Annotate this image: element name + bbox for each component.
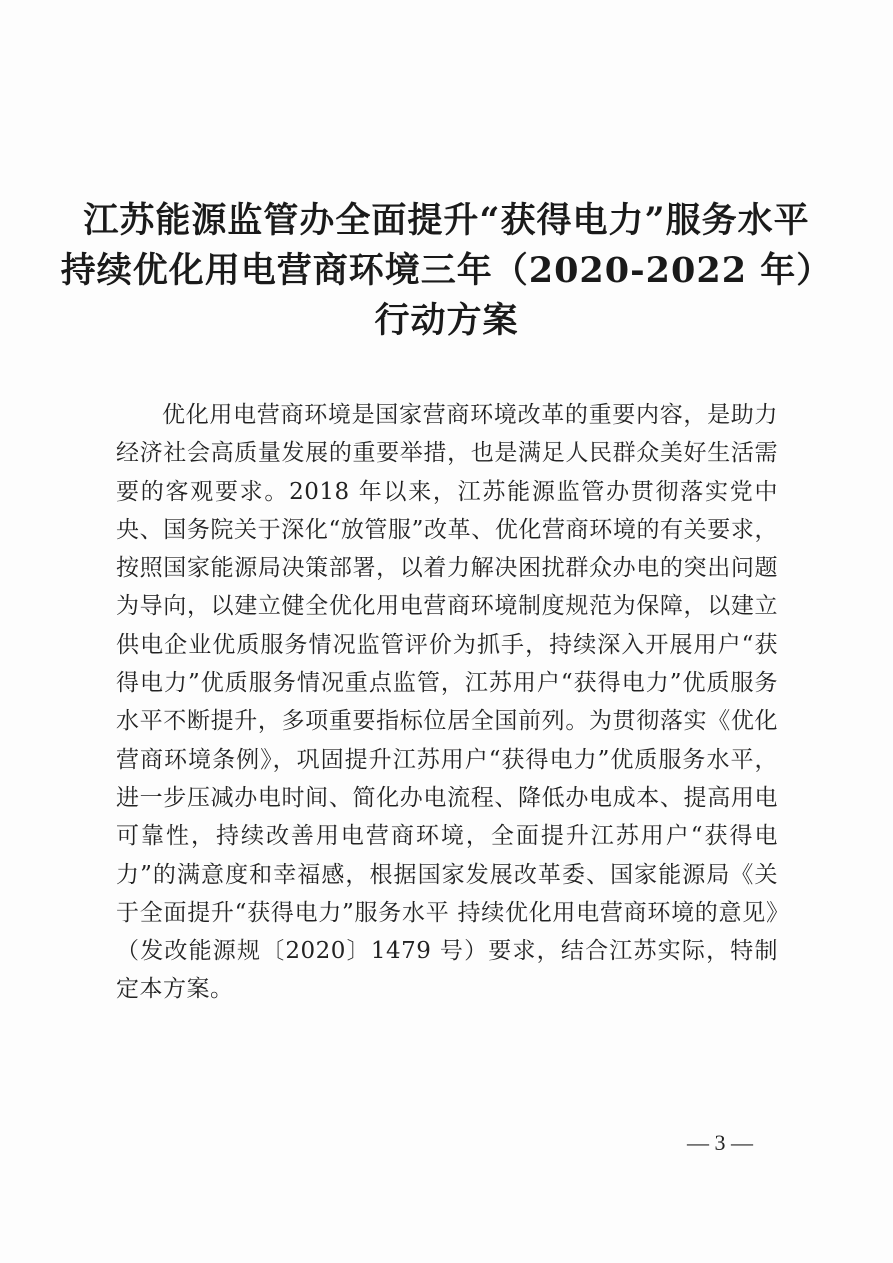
body-paragraph: 优化用电营商环境是国家营商环境改革的重要内容，是助力经济社会高质量发展的重要举措，也是满足人民群众美好生活需要的客观要求。2018 年以来，江苏能源监管办贯彻落实党中央、国务院关于深化“放管服”改革、优化营商环境的有关要求，按照国家能源局决策部署，以着力解决困扰群众办电的突出问题为导向，以建立健全优化用电营商环境制度规范为保障，以建立供电企业优质服务情况监管评价为抓手，持续深入开展用户“获得电力”优质服务情况重点监管，江苏用户“获得电力”优质服务水平不断提升，多项重要指标位居全国前列。为贯彻落实《优化营商环境条例》，巩固提升江苏用户“获得电力”优质服务水平，进一步压减办电时间、简化办电流程、降低办电成本、提高用电可靠性，持续改善用电营商环境，全面提升江苏用户“获得电力”的满意度和幸福感，根据国家发展改革委、国家能源局《关于全面提升“获得电力”服务水平 持续优化用电营商环境的意见》（发改能源规〔2020〕1479 号）要求，结合江苏实际，特制定本方案。	[116, 402, 778, 1003]
title-line-1: 江苏能源监管办全面提升“获得电力”服务水平	[83, 200, 810, 241]
page-number: — 3 —	[687, 1130, 753, 1155]
title-line-2: 持续优化用电营商环境三年（2020-2022 年）	[60, 250, 833, 291]
title-line-3: 行动方案	[374, 300, 519, 341]
document-title	[60, 196, 833, 346]
